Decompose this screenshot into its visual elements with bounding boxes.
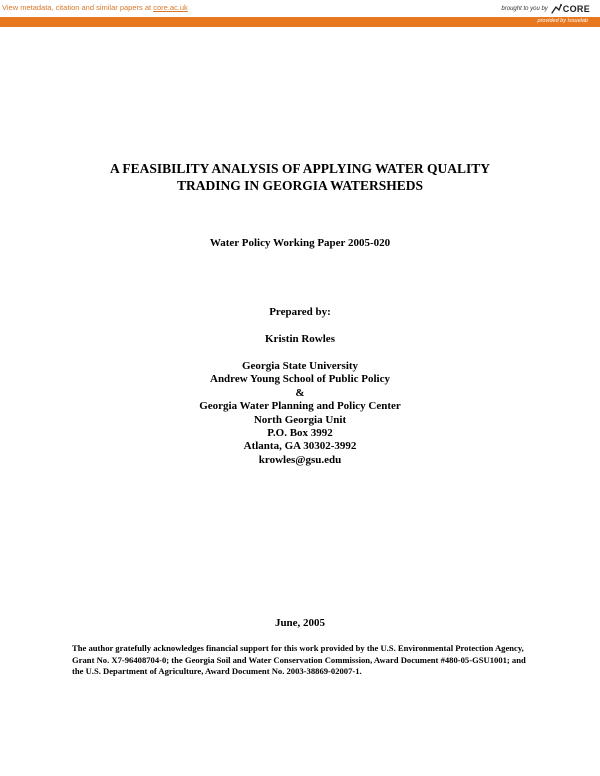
paper-title xyxy=(60,160,540,194)
affiliation-line: & xyxy=(295,386,305,399)
acknowledgement: The author gratefully acknowledges financial support for this work provided by the U.S. Environmental Protection Agency, Grant No. X7-96408704-0; the Georgia Soil and Water Conservation Commission, Award Document #480-05-GSU1001; and the U.S. Department of Agriculture, Award Document No. 2003-38869-02007-1. xyxy=(72,643,526,677)
affiliation-line: North Georgia Unit xyxy=(253,413,347,426)
affiliation-line: Georgia State University xyxy=(241,360,359,372)
core-brought-by: brought to you by xyxy=(501,5,548,12)
core-logo-icon xyxy=(550,3,562,15)
publication-date: June, 2005 xyxy=(274,617,326,629)
paper-title-line: A FEASIBILITY ANALYSIS OF APPLYING WATER QUALITY xyxy=(109,161,491,176)
author-name: Kristin Rowles xyxy=(265,333,335,345)
affiliation-line: Georgia Water Planning and Policy Center xyxy=(199,400,401,413)
author-email[interactable]: krowles@gsu.edu xyxy=(258,453,342,466)
prepared-by-label: Prepared by: xyxy=(269,306,331,318)
provider-text[interactable]: provided by Issuelab xyxy=(537,18,588,24)
core-logo-text: CORE xyxy=(562,3,590,14)
provider-bar xyxy=(0,17,600,27)
affiliation-line: P.O. Box 3992 xyxy=(267,427,333,440)
affiliation-line: Atlanta, GA 30302-3992 xyxy=(243,440,357,453)
core-link-url[interactable]: core.ac.uk xyxy=(153,3,188,12)
author-affiliation xyxy=(60,360,540,467)
paper-title-line: TRADING IN GEORGIA WATERSHEDS xyxy=(177,178,423,193)
core-banner xyxy=(0,0,600,18)
working-paper-series: Water Policy Working Paper 2005-020 xyxy=(209,237,391,249)
affiliation-line: Andrew Young School of Public Policy xyxy=(210,373,390,386)
core-brand[interactable] xyxy=(501,2,590,15)
core-metadata-link[interactable] xyxy=(2,3,188,12)
core-link-prefix: View metadata, citation and similar papers at xyxy=(2,3,154,12)
